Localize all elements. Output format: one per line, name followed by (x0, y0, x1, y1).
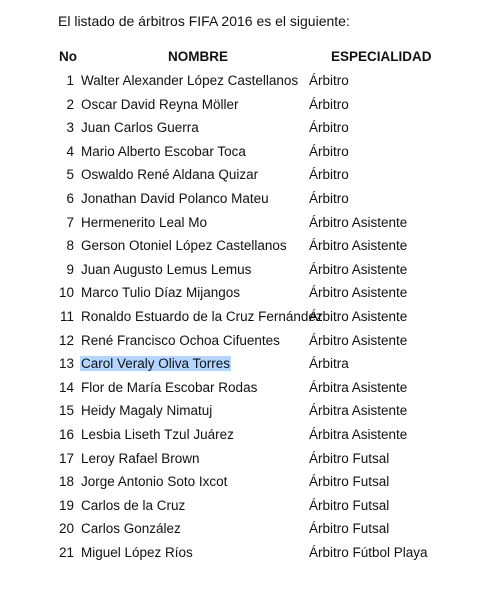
row-number: 15 (58, 403, 74, 419)
referee-name[interactable]: Juan Carlos Guerra (81, 120, 199, 136)
referee-specialty: Árbitro Futsal (309, 521, 390, 537)
referee-name[interactable]: Carlos González (81, 521, 181, 537)
referee-name[interactable]: Mario Alberto Escobar Toca (81, 143, 246, 159)
referee-specialty: Árbitro (309, 190, 349, 206)
referee-specialty: Árbitro (309, 143, 349, 159)
table-row (0, 140, 500, 164)
table-row (0, 517, 500, 541)
referee-name[interactable]: René Francisco Ochoa Cifuentes (81, 332, 280, 348)
referee-name[interactable]: Oswaldo René Aldana Quizar (81, 167, 259, 183)
referee-name[interactable]: Flor de María Escobar Rodas (81, 379, 258, 395)
table-row (0, 399, 500, 423)
referee-specialty: Árbitro Futsal (309, 450, 390, 466)
row-number: 6 (66, 190, 74, 206)
table-row (0, 376, 500, 400)
referee-name[interactable]: Jorge Antonio Soto Ixcot (81, 474, 228, 490)
referee-specialty: Árbitra Asistente (309, 379, 408, 395)
referee-name[interactable]: Miguel López Ríos (81, 544, 193, 560)
row-number: 7 (66, 214, 74, 230)
column-header-no: No (59, 49, 77, 64)
table-row (0, 281, 500, 305)
row-number: 17 (58, 450, 74, 466)
row-number: 8 (66, 238, 74, 254)
intro-paragraph: El listado de árbitros FIFA 2016 es el siguiente: (58, 13, 350, 29)
row-number: 2 (66, 96, 74, 112)
referee-specialty: Árbitro (309, 167, 349, 183)
row-number: 12 (58, 332, 74, 348)
row-number: 9 (66, 261, 74, 277)
row-number: 11 (59, 308, 74, 324)
referee-name[interactable]: Jonathan David Polanco Mateu (81, 190, 269, 206)
table-row (0, 541, 500, 565)
table-row (0, 187, 500, 211)
table-row (0, 69, 500, 93)
row-number: 3 (66, 120, 74, 136)
referee-specialty: Árbitro Asistente (309, 285, 408, 301)
referee-name[interactable]: Hermenerito Leal Mo (81, 214, 208, 230)
row-number: 16 (58, 426, 74, 442)
referee-specialty: Árbitro (309, 120, 349, 136)
referee-name[interactable]: Gerson Otoniel López Castellanos (81, 238, 287, 254)
table-row (0, 116, 500, 140)
referee-specialty: Árbitra Asistente (309, 426, 408, 442)
referee-name[interactable]: Walter Alexander López Castellanos (81, 73, 299, 88)
referee-specialty: Árbitro Fútbol Playa (309, 544, 428, 560)
row-number: 13 (58, 356, 74, 372)
referee-specialty: Árbitro Asistente (309, 332, 408, 348)
table-row (0, 305, 500, 329)
table-row (0, 494, 500, 518)
table-row (0, 447, 500, 471)
row-number: 21 (58, 544, 74, 560)
table-row (0, 234, 500, 258)
referee-name-selected[interactable]: Carol Veraly Oliva Torres (81, 356, 231, 372)
table-row (0, 93, 500, 117)
table-row (0, 163, 500, 187)
referee-name[interactable]: Carlos de la Cruz (81, 497, 186, 513)
referee-specialty: Árbitro Asistente (309, 214, 408, 230)
referee-specialty: Árbitro Asistente (309, 308, 408, 324)
referee-name[interactable]: Heidy Magaly Nimatuj (81, 403, 213, 419)
row-number: 10 (58, 285, 74, 301)
table-row (0, 211, 500, 235)
referee-specialty: Árbitra (309, 356, 349, 372)
referee-specialty: Árbitro (309, 73, 349, 88)
column-header-specialty: ESPECIALIDAD (331, 49, 432, 64)
table-row (0, 329, 500, 353)
referee-specialty: Árbitro Futsal (309, 474, 390, 490)
referee-name[interactable]: Leroy Rafael Brown (81, 450, 200, 466)
referee-specialty: Árbitro (309, 96, 349, 112)
row-number: 19 (58, 497, 74, 513)
row-number: 1 (66, 73, 74, 88)
referee-specialty: Árbitra Asistente (309, 403, 408, 419)
column-header-name: NOMBRE (168, 49, 228, 64)
table-row (0, 258, 500, 282)
referee-specialty: Árbitro Asistente (309, 238, 408, 254)
referee-name[interactable]: Oscar David Reyna Möller (81, 96, 239, 112)
referee-name[interactable]: Juan Augusto Lemus Lemus (81, 261, 252, 277)
referee-name[interactable]: Marco Tulio Díaz Mijangos (81, 285, 241, 301)
table-row (0, 470, 500, 494)
row-number: 20 (58, 521, 74, 537)
referee-specialty: Árbitro Asistente (309, 261, 408, 277)
referee-table (0, 69, 500, 564)
row-number: 18 (58, 474, 74, 490)
table-row (0, 352, 500, 376)
row-number: 5 (66, 167, 74, 183)
referee-name[interactable]: Ronaldo Estuardo de la Cruz Fernández (81, 308, 323, 324)
row-number: 4 (66, 143, 74, 159)
row-number: 14 (58, 379, 74, 395)
referee-specialty: Árbitro Futsal (309, 497, 390, 513)
referee-name[interactable]: Lesbia Liseth Tzul Juárez (81, 426, 234, 442)
table-row (0, 423, 500, 447)
